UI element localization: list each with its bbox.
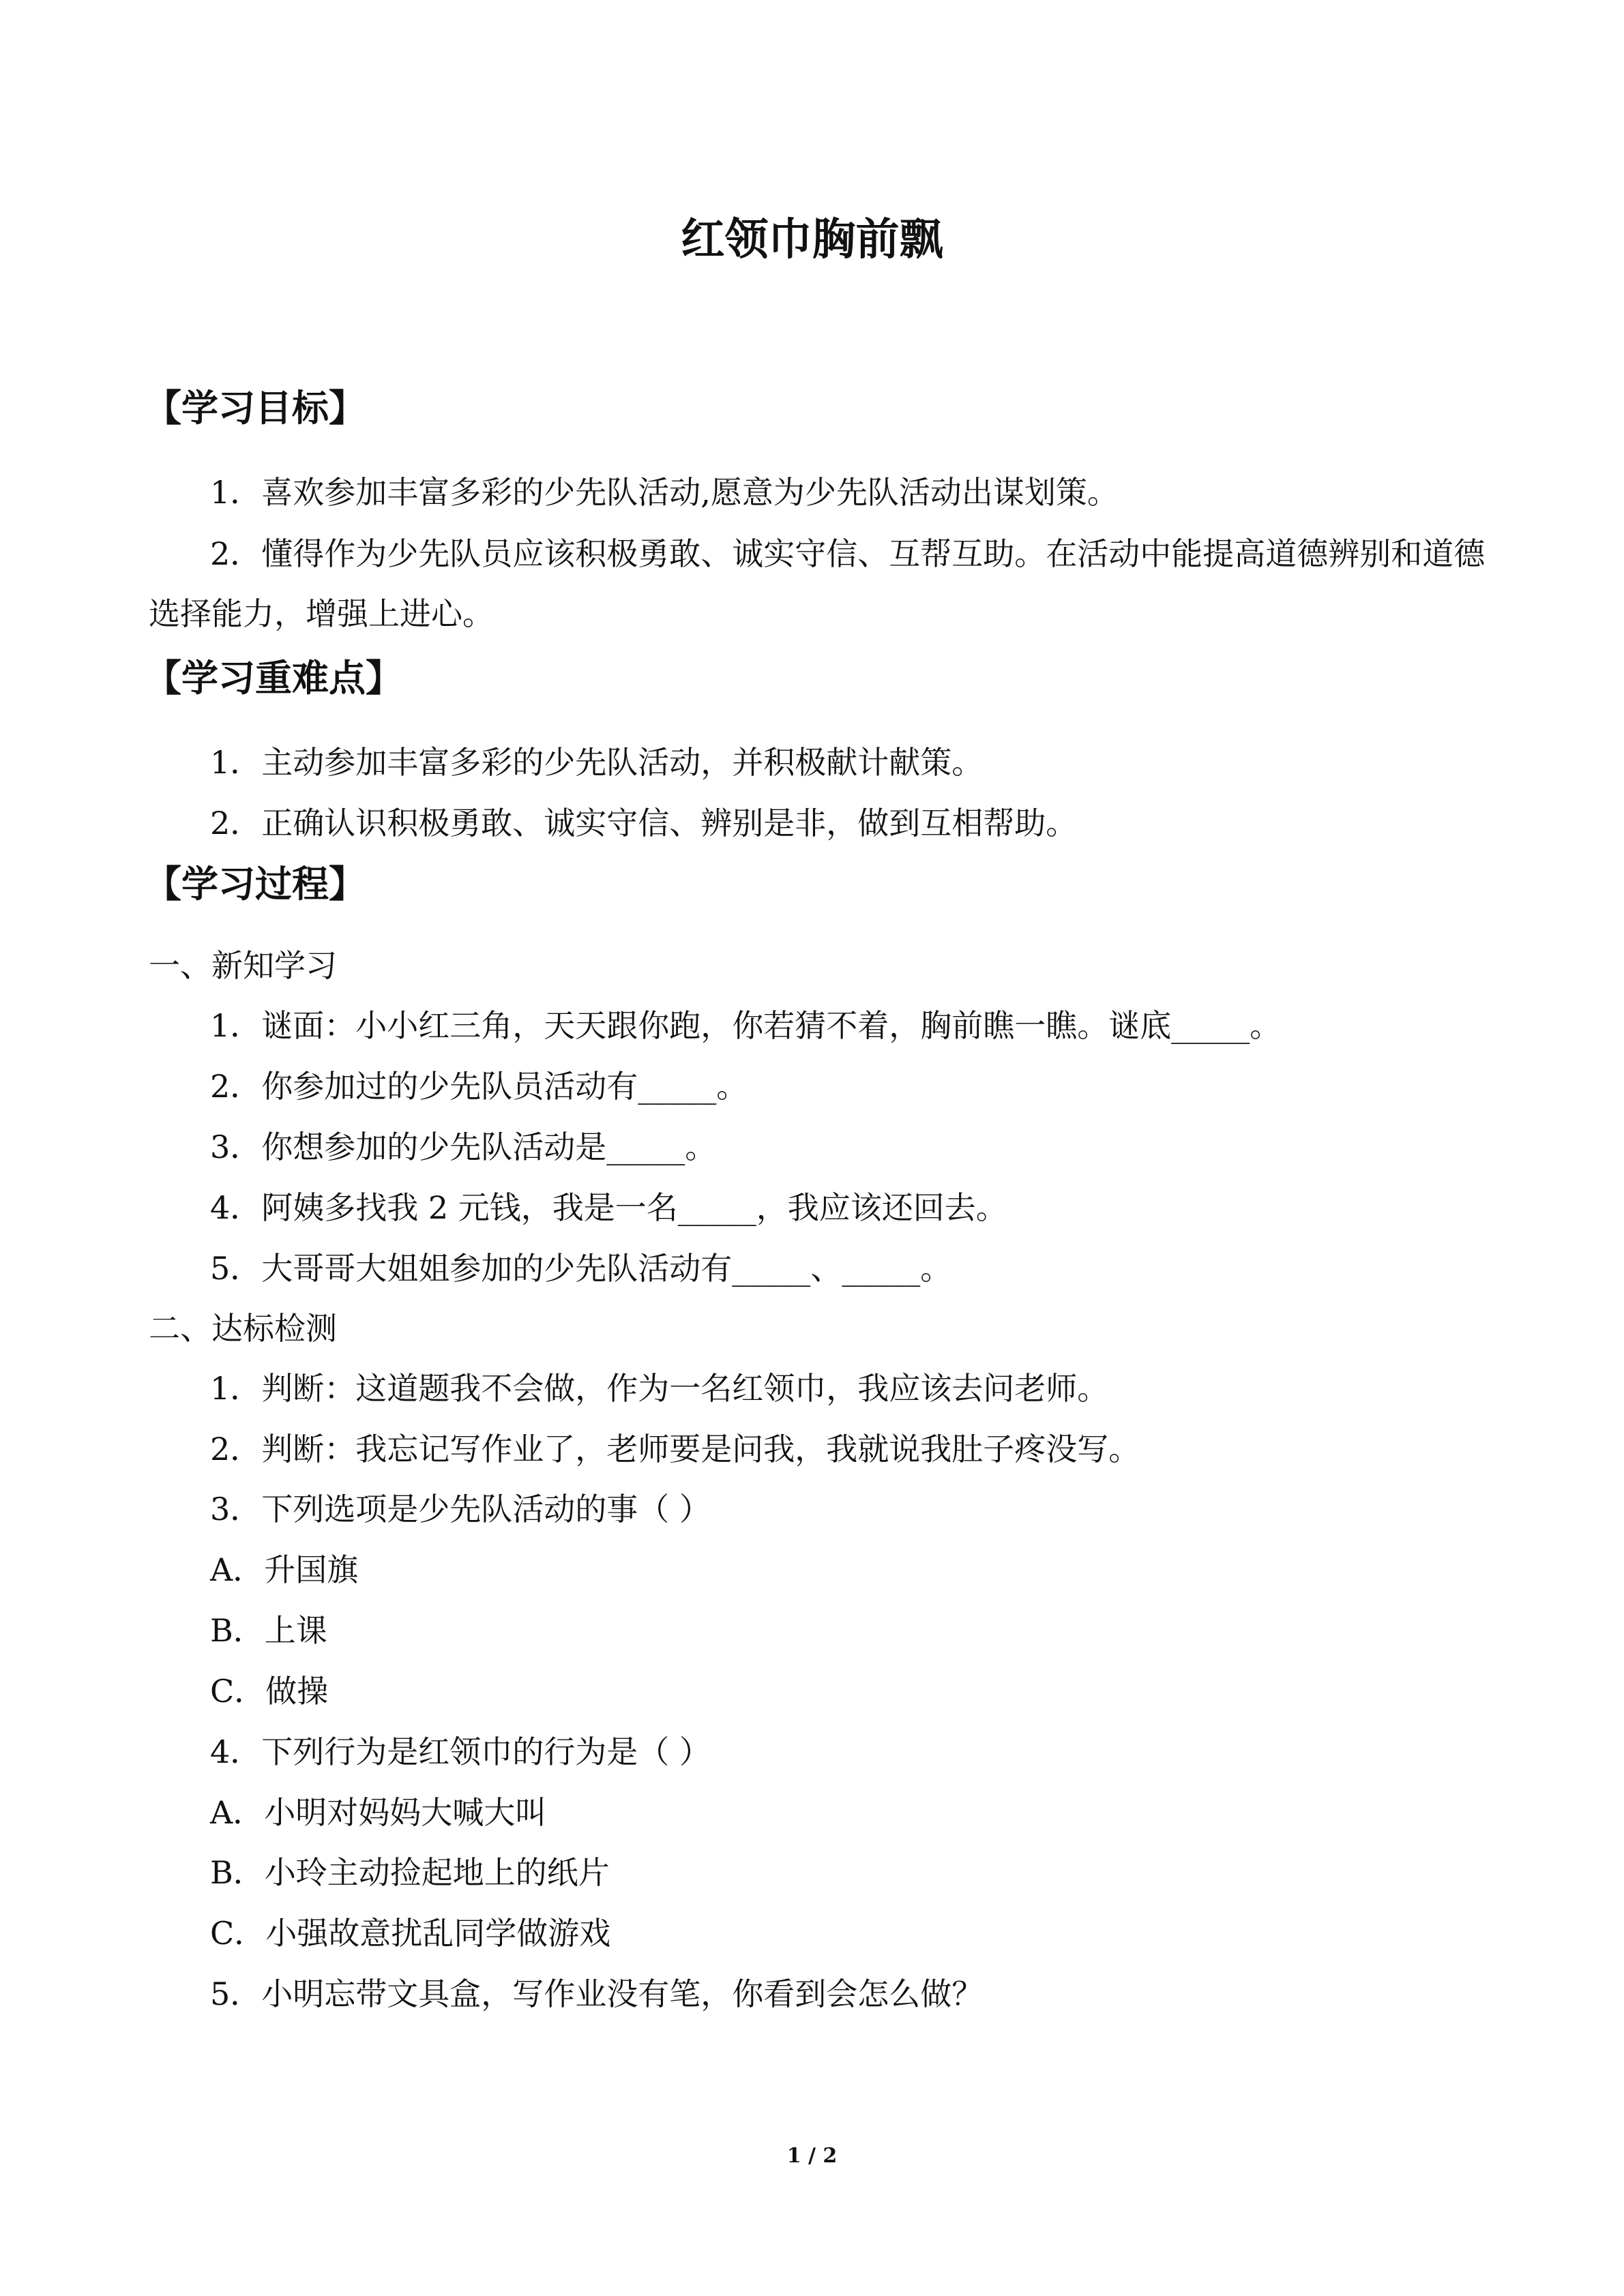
new-knowledge-label: 一、新知学习 — [149, 947, 337, 984]
key-points-heading: 【学习重难点】 — [145, 657, 402, 700]
key-point-item-1: 1．主动参加丰富多彩的少先队活动，并积极献计献策。 — [210, 744, 984, 781]
page-title: 红领巾胸前飘 — [681, 215, 943, 265]
new-knowledge-item-2: 2．你参加过的少先队员活动有_____。 — [210, 1068, 748, 1105]
assessment-option-4a: A．小明对妈妈大喊大叫 — [210, 1794, 547, 1831]
assessment-item-3: 3．下列选项是少先队活动的事（ ） — [210, 1491, 711, 1527]
new-knowledge-item-5: 5．大哥哥大姐姐参加的少先队活动有_____、_____。 — [210, 1250, 952, 1287]
new-knowledge-item-4: 4．阿姨多找我 2 元钱，我是一名_____，我应该还回去。 — [210, 1189, 1007, 1226]
assessment-option-4c: C．小强故意扰乱同学做游戏 — [210, 1915, 611, 1952]
key-point-item-2: 2．正确认识积极勇敢、诚实守信、辨别是非，做到互相帮助。 — [210, 805, 1078, 841]
new-knowledge-item-3: 3．你想参加的少先队活动是_____。 — [210, 1129, 717, 1165]
goal-item-2: 2．懂得作为少先队员应该积极勇敢、诚实守信、互帮互助。在活动中能提高道德辨别和道德选择能力，增强上进心。 — [149, 535, 1486, 632]
assessment-label: 二、达标检测 — [149, 1310, 337, 1347]
assessment-option-3a: A．升国旗 — [210, 1551, 359, 1588]
assessment-item-5: 5．小明忘带文具盒，写作业没有笔，你看到会怎么做？ — [210, 1976, 984, 2012]
assessment-item-4: 4．下列行为是红领巾的行为是（ ） — [210, 1733, 711, 1770]
assessment-item-2: 2．判断：我忘记写作业了，老师要是问我，我就说我肚子疼没写。 — [210, 1431, 1140, 1467]
assessment-option-3b: B．上课 — [210, 1612, 327, 1649]
process-heading: 【学习过程】 — [145, 863, 366, 906]
assessment-option-3c: C．做操 — [210, 1673, 329, 1710]
goals-heading: 【学习目标】 — [145, 387, 366, 430]
assessment-option-4b: B．小玲主动捡起地上的纸片 — [210, 1854, 610, 1891]
new-knowledge-item-1: 1．谜面：小小红三角，天天跟你跑，你若猜不着，胸前瞧一瞧。谜底_____。 — [210, 1007, 1282, 1044]
goal-item-1: 1．喜欢参加丰富多彩的少先队活动,愿意为少先队活动出谋划策。 — [210, 474, 1119, 511]
assessment-item-1: 1．判断：这道题我不会做，作为一名红领巾，我应该去问老师。 — [210, 1370, 1109, 1407]
page-number: 1 / 2 — [786, 2144, 838, 2168]
